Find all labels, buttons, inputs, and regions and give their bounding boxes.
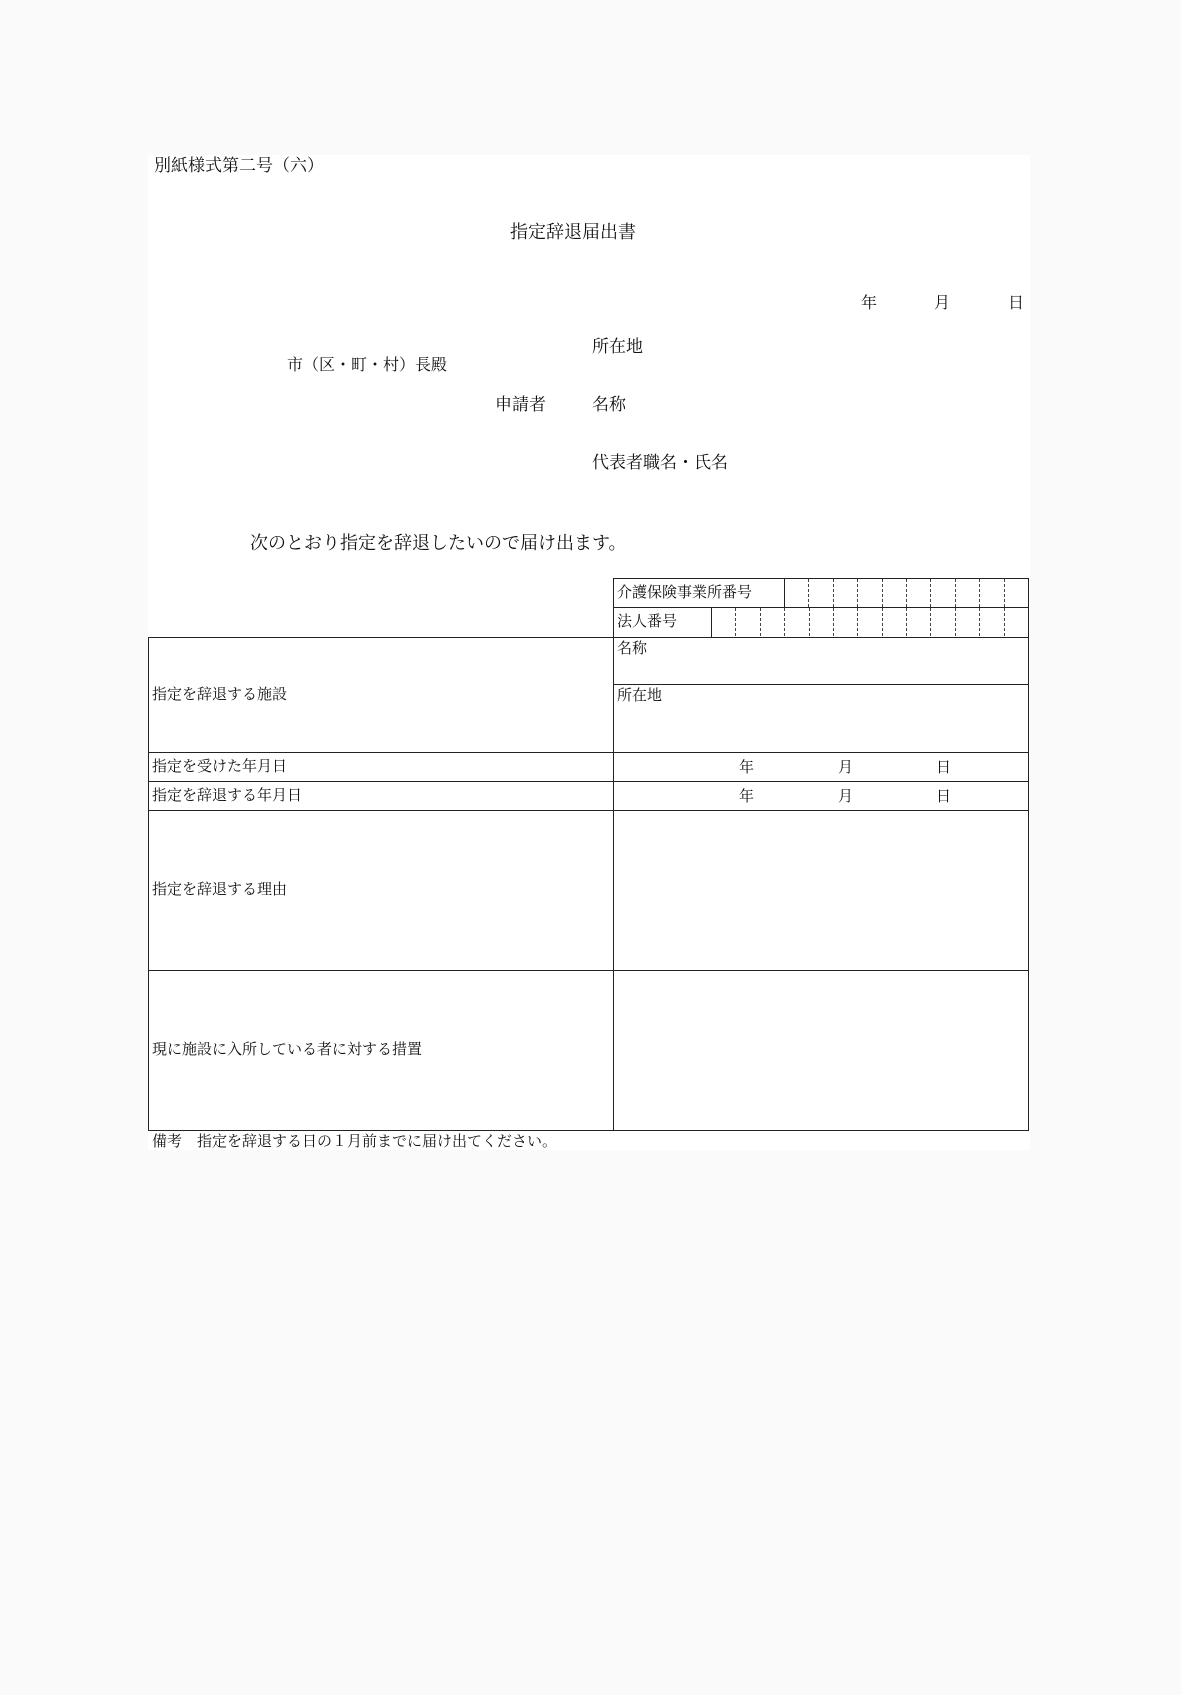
digit-divider bbox=[833, 579, 834, 607]
digit-divider bbox=[735, 608, 736, 636]
withdrawal-date-label: 指定を辞退する年月日 bbox=[152, 786, 303, 804]
designated-date-label: 指定を受けた年月日 bbox=[152, 757, 288, 775]
measures-label: 現に施設に入所している者に対する措置 bbox=[152, 1040, 423, 1058]
reason-label: 指定を辞退する理由 bbox=[152, 880, 288, 898]
digit-divider bbox=[882, 579, 883, 607]
digit-divider bbox=[784, 608, 785, 636]
facility-name-field[interactable] bbox=[614, 660, 1028, 683]
digit-divider bbox=[808, 579, 809, 607]
digit-divider bbox=[979, 579, 980, 607]
applicant-label: 申請者 bbox=[495, 395, 546, 415]
facility-label: 指定を辞退する施設 bbox=[152, 685, 288, 703]
measures-field[interactable] bbox=[614, 971, 1028, 1130]
applicant-name-label: 名称 bbox=[592, 395, 626, 415]
facility-address-label: 所在地 bbox=[617, 686, 663, 704]
applicant-address-label: 所在地 bbox=[592, 337, 643, 357]
remarks: 備考 指定を辞退する日の１月前までに届け出てください。 bbox=[152, 1132, 558, 1150]
care-office-number-label: 介護保険事業所番号 bbox=[617, 583, 753, 601]
digit-divider bbox=[906, 608, 907, 636]
digit-divider bbox=[1004, 579, 1005, 607]
digit-divider bbox=[955, 608, 956, 636]
digit-divider bbox=[882, 608, 883, 636]
designated-day: 日 bbox=[936, 758, 952, 776]
digit-divider bbox=[760, 608, 761, 636]
addressee: 市（区・町・村）長殿 bbox=[287, 355, 448, 374]
date-month: 月 bbox=[934, 293, 951, 312]
digit-divider bbox=[1004, 608, 1005, 636]
designated-month: 月 bbox=[838, 758, 854, 776]
digit-divider bbox=[809, 608, 810, 636]
digit-divider bbox=[955, 579, 956, 607]
corporate-number-label: 法人番号 bbox=[617, 612, 678, 630]
date-day: 日 bbox=[1008, 293, 1025, 312]
digit-divider bbox=[906, 579, 907, 607]
representative-label: 代表者職名・氏名 bbox=[592, 453, 728, 473]
facility-address-field[interactable] bbox=[614, 708, 1028, 751]
page-title: 指定辞退届出書 bbox=[510, 222, 636, 243]
form-number: 別紙様式第二号（六） bbox=[154, 156, 324, 176]
digit-divider bbox=[857, 579, 858, 607]
facility-name-label: 名称 bbox=[617, 639, 648, 657]
withdrawal-month: 月 bbox=[838, 787, 854, 805]
withdrawal-year: 年 bbox=[739, 787, 755, 805]
withdrawal-day: 日 bbox=[936, 787, 952, 805]
digit-divider bbox=[930, 608, 931, 636]
digit-divider bbox=[930, 579, 931, 607]
date-year: 年 bbox=[861, 293, 878, 312]
digit-divider bbox=[833, 608, 834, 636]
reason-field[interactable] bbox=[614, 811, 1028, 969]
designated-year: 年 bbox=[739, 758, 755, 776]
statement: 次のとおり指定を辞退したいので届け出ます。 bbox=[250, 533, 627, 554]
digit-divider bbox=[979, 608, 980, 636]
digit-divider bbox=[857, 608, 858, 636]
